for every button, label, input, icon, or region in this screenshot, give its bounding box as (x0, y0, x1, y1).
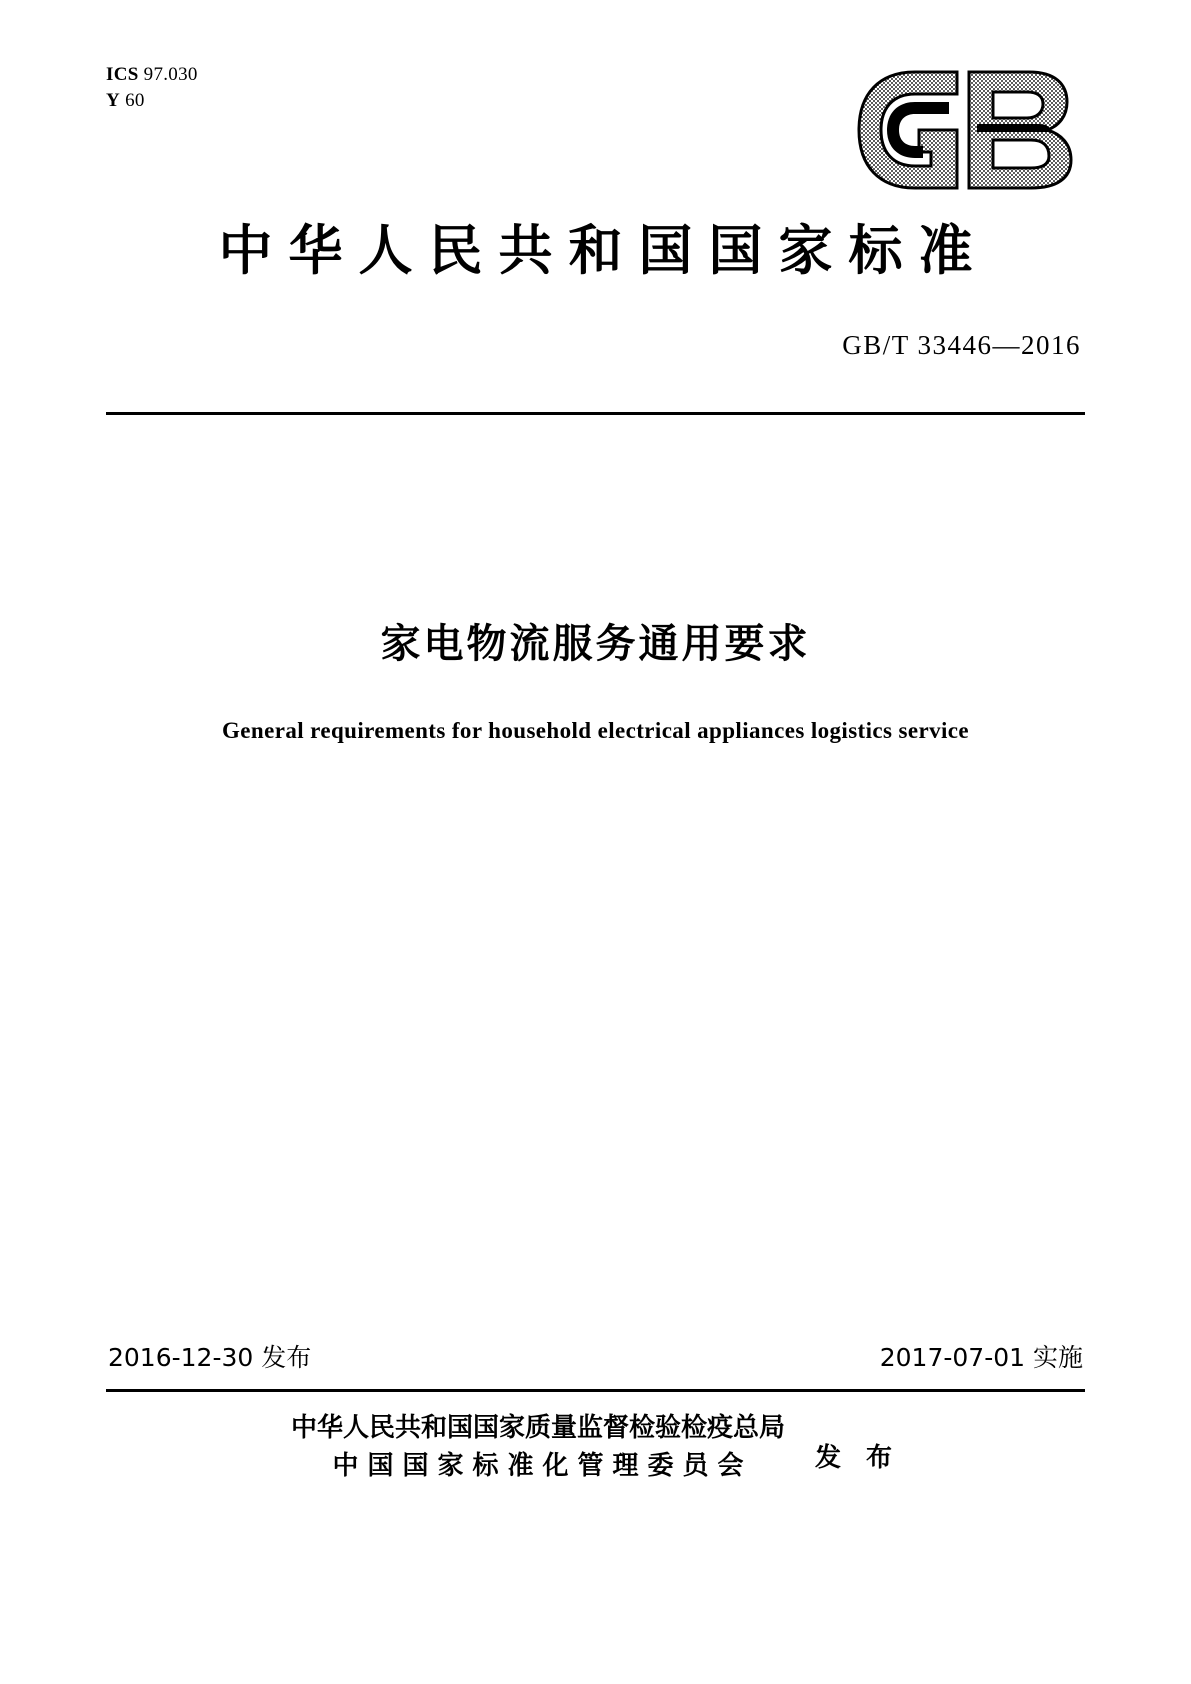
publisher-org-line-2: 中国国家标准化管理委员会 (332, 1450, 753, 1481)
document-title-english: General requirements for household electrical appliances logistics service (222, 718, 969, 743)
document-title-chinese: 家电物流服务通用要求 (380, 621, 811, 667)
divider-top (106, 412, 1085, 415)
gb-emblem-logo (853, 68, 1083, 193)
publisher-block (0, 1410, 1191, 1485)
ics-label: ICS (106, 64, 139, 85)
publisher-org-line-1: 中华人民共和国国家质量监督检验检疫总局 (290, 1413, 785, 1443)
standard-number: GB/T 33446—2016 (842, 330, 1081, 360)
classification-value: 60 (125, 89, 145, 111)
classification-row (106, 88, 198, 114)
classification-label: Y (106, 89, 121, 111)
divider-bottom (106, 1389, 1085, 1392)
implementation-date: 2017-07-01 实施 (879, 1343, 1083, 1372)
ics-classification-block (106, 62, 198, 113)
issue-date: 2016-12-30 发布 (108, 1343, 312, 1372)
page-title: 中华人民共和国国家标准 (218, 218, 989, 282)
ics-row (106, 62, 198, 88)
publisher-verb: 发 布 (814, 1443, 901, 1474)
ics-value: 97.030 (143, 64, 198, 85)
publisher-organizations (291, 1410, 785, 1485)
